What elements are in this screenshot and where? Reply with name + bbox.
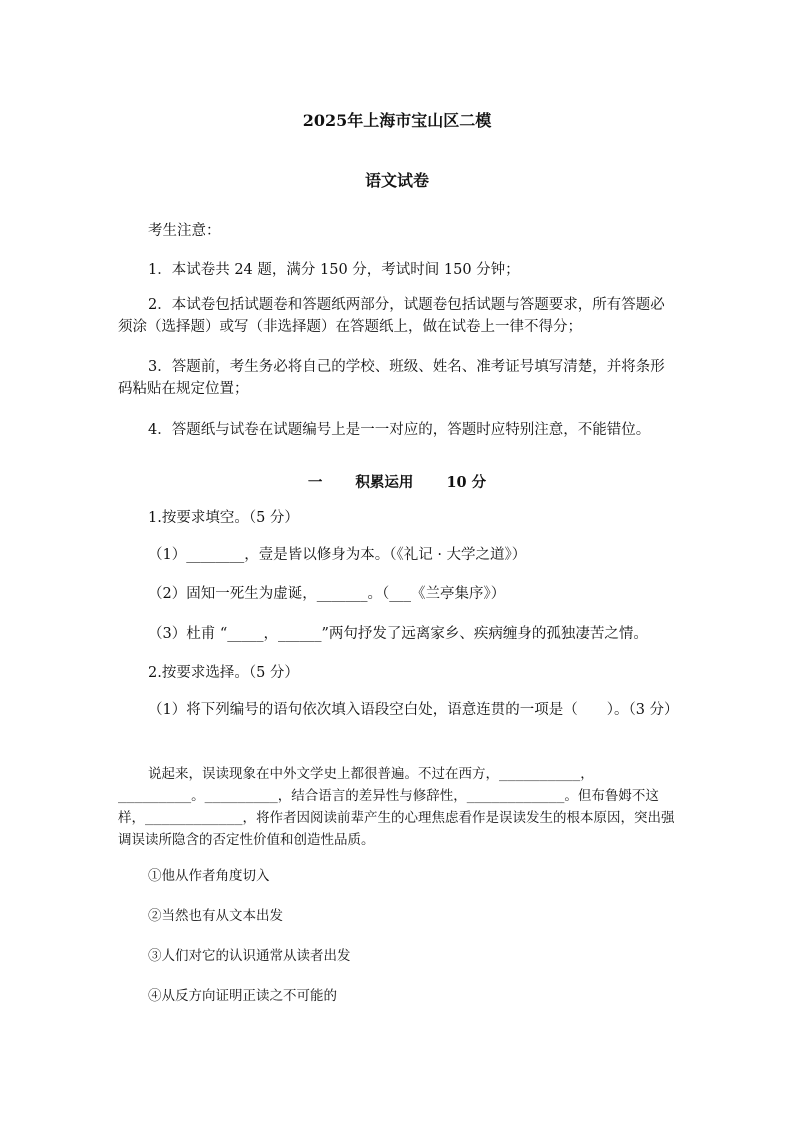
- notice-heading: 考生注意：: [148, 223, 221, 239]
- q1-item-1: （1）________，壹是皆以修身为本。（《礼记 · 大学之道》）: [148, 547, 527, 563]
- section-score: 10 分: [446, 474, 487, 491]
- notice-3: 3．答题前，考生务必将自己的学校、班级、姓名、准考证号填写清楚，并将条形码粘贴在规定位置；: [118, 359, 665, 397]
- q2-passage: 说起来，误读现象在中外文学史上都很普遍。不过在西方，__________，_________。_________，结合语言的差异性与修辞性，____________。但布鲁姆不这样，____________，将作者因阅读前辈产生的心理焦虑看作是误读发生的根本原因，突出强调误读所隐含的否定性价值和创造性品质。: [118, 766, 675, 848]
- exam-title: 2025年上海市宝山区二模: [302, 111, 492, 130]
- section-name: 积累运用: [355, 474, 414, 491]
- q2-sub1: （1）将下列编号的语句依次填入语段空白处，语意连贯的一项是（ ）。（3 分）: [148, 702, 679, 718]
- q1-item-2: （2）固知一死生为虚诞，_______。（___《兰亭集序》）: [148, 586, 506, 602]
- notice-4: 4．答题纸与试卷在试题编号上是一一对应的，答题时应特别注意，不能错位。: [148, 422, 651, 438]
- section-heading: [0, 471, 794, 492]
- option-3: ③人们对它的认识通常从读者出发: [148, 948, 351, 964]
- q2-stem: 2.按要求选择。（5 分）: [148, 665, 299, 681]
- exam-subtitle: 语文试卷: [364, 171, 429, 190]
- notice-2: 2．本试卷包括试题卷和答题纸两部分，试题卷包括试题与答题要求，所有答题必须涂（选择题）或写（非选择题）在答题纸上，做在试卷上一律不得分；: [118, 297, 665, 335]
- option-2: ②当然也有从文本出发: [148, 908, 283, 924]
- option-1: ①他从作者角度切入: [148, 868, 270, 884]
- option-4: ④从反方向证明正读之不可能的: [148, 988, 337, 1004]
- notice-1: 1．本试卷共 24 题，满分 150 分，考试时间 150 分钟；: [148, 262, 520, 278]
- section-number: 一: [307, 474, 323, 491]
- q1-item-3: （3）杜甫 “_____，______”两句抒发了远离家乡、疾病缠身的孤独凄苦之情。: [148, 626, 648, 642]
- q1-stem: 1.按要求填空。（5 分）: [148, 510, 299, 526]
